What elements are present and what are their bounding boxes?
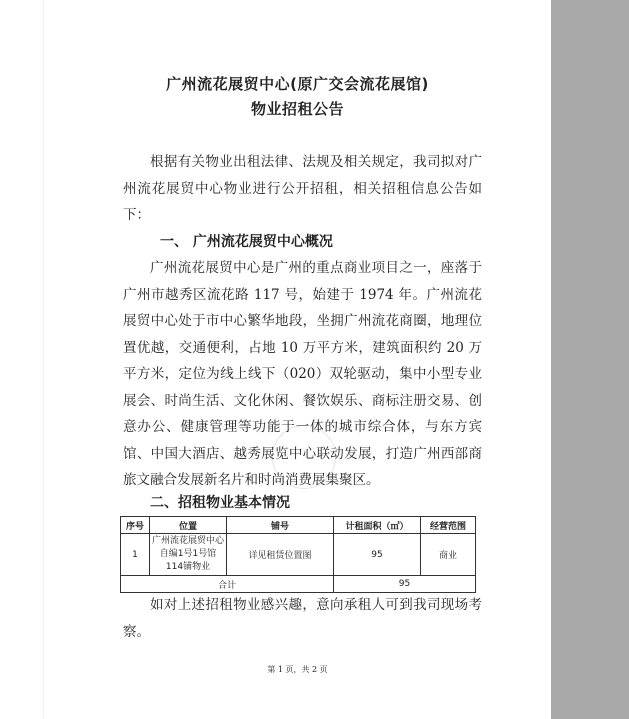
rental-property-table — [120, 516, 476, 593]
table-total-row — [121, 576, 476, 593]
document-title: 广州流花展贸中心(原广交会流花展馆) — [166, 75, 429, 93]
cell-total-label: 合计 — [121, 576, 334, 593]
table-header-row — [121, 517, 476, 534]
header-area: 计租面积（㎡） — [334, 517, 421, 534]
viewer-right-margin — [551, 0, 629, 719]
cell-area: 95 — [334, 534, 421, 576]
document-subtitle: 物业招租公告 — [250, 100, 344, 118]
header-location: 位置 — [150, 517, 227, 534]
document-page[interactable] — [44, 0, 551, 719]
intro-paragraph: 根据有关物业出租法律、法规及相关规定，我司拟对广州流花展贸中心物业进行公开招租，相关招租信息公告如下： — [123, 154, 482, 223]
cell-location: 广州流花展贸中心自编1号1号馆114铺物业 — [150, 534, 227, 576]
section2-heading: 二、招租物业基本情况 — [150, 495, 290, 511]
page-footer: 第 1 页，共 2 页 — [267, 665, 328, 674]
cell-scope: 商业 — [421, 534, 476, 576]
cell-unit: 详见租赁位置图 — [227, 534, 334, 576]
viewer-left-margin — [0, 0, 44, 719]
section1-paragraph: 广州流花展贸中心是广州的重点商业项目之一，座落于广州市越秀区流花路 117 号，始建于 1974 年。广州流花展贸中心处于市中心繁华地段，坐拥广州流花商圈，地理位置优越，交通便利，占地 10 万平方米，建筑面积约 20 万平方米，定位为线上线下（020）双轮驱动，集中小型专业展会、时尚生活、文化休闲、餐饮娱乐、商标注册交易、创意办公、健康管理等功能于一体的城市综合体，与东方宾馆、中国大酒店、越秀展览中心联动发展，打造广州西部商旅文融合发展新名片和时尚消费展集聚区。 — [123, 260, 482, 488]
table-row — [121, 534, 476, 576]
header-scope: 经营范围 — [421, 517, 476, 534]
cell-no: 1 — [121, 534, 150, 576]
closing-paragraph: 如对上述招租物业感兴趣，意向承租人可到我司现场考察。 — [123, 597, 482, 640]
header-unit: 铺号 — [227, 517, 334, 534]
header-no: 序号 — [121, 517, 150, 534]
section1-heading: 一、 广州流花展贸中心概况 — [160, 234, 333, 250]
cell-total-value: 95 — [334, 576, 476, 593]
